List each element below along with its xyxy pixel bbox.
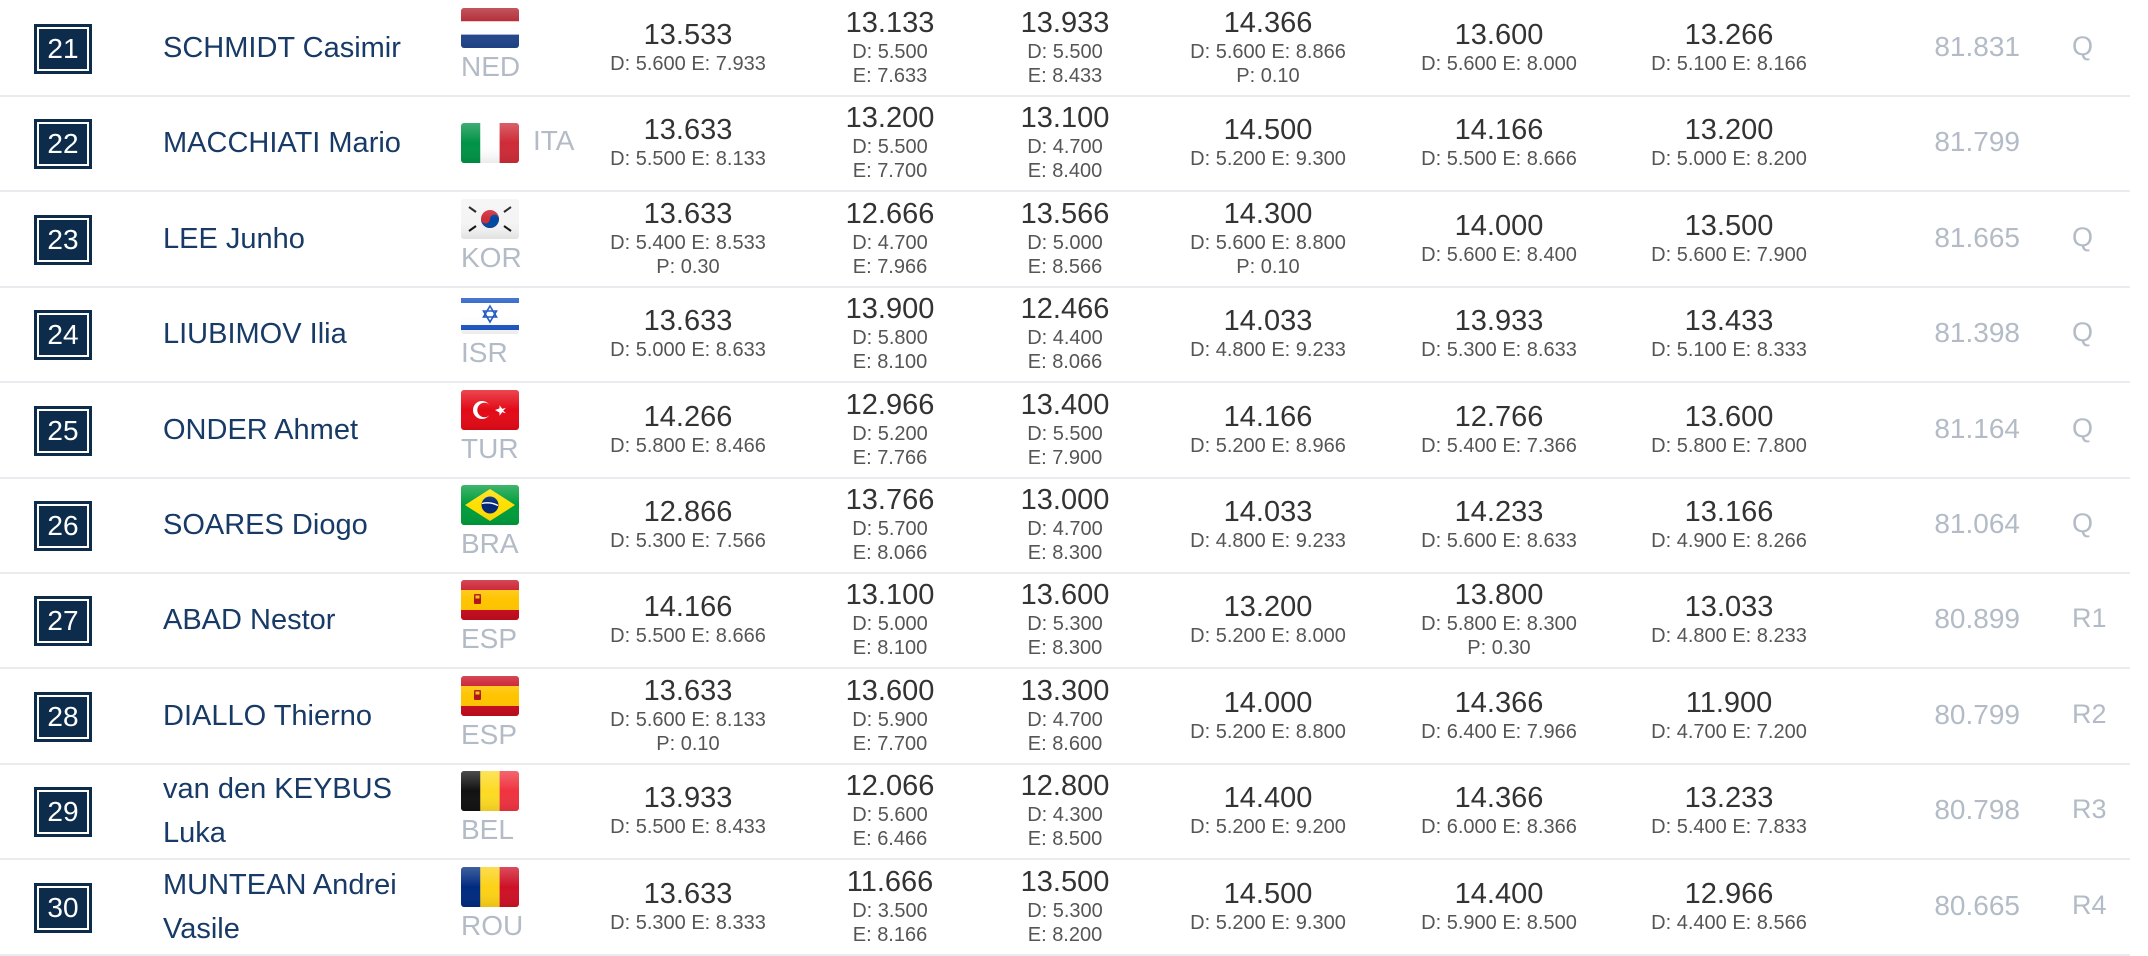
score-value: 13.000	[1020, 484, 1110, 516]
score-breakdown: D: 5.300	[1027, 613, 1103, 635]
score-breakdown: D: 4.700	[1027, 518, 1103, 540]
score-breakdown: D: 5.300 E: 7.566	[610, 530, 766, 552]
score-breakdown: D: 6.400 E: 7.966	[1421, 721, 1577, 743]
athlete-name[interactable]	[163, 863, 433, 951]
score-breakdown: D: 5.300 E: 8.333	[610, 912, 766, 934]
athlete-name-line: van den KEYBUS	[163, 773, 392, 805]
athlete-name-line: LIUBIMOV Ilia	[163, 318, 347, 350]
flag-icon-kor	[461, 199, 519, 239]
athlete-name[interactable]	[163, 408, 433, 452]
score-value: 13.166	[1684, 496, 1774, 528]
rank-badge: 22	[34, 119, 92, 169]
score-breakdown: E: 8.600	[1027, 733, 1103, 755]
score-breakdown: D: 4.900 E: 8.266	[1651, 530, 1807, 552]
qualification-mark: R2	[2072, 699, 2107, 729]
score-value: 13.500	[1684, 210, 1774, 242]
country-code: NED	[461, 51, 521, 82]
score-breakdown: D: 3.500	[852, 900, 928, 922]
score-breakdown: P: 0.30	[1467, 637, 1531, 659]
apparatus-score	[1369, 687, 1629, 744]
score-value: 13.600	[845, 675, 935, 707]
score-value: 12.666	[845, 198, 935, 230]
score-value: 12.866	[643, 496, 733, 528]
score-breakdown: D: 4.800 E: 8.233	[1651, 625, 1807, 647]
score-value: 13.400	[1020, 389, 1110, 421]
athlete-name[interactable]	[163, 694, 433, 738]
score-value: 14.366	[1223, 7, 1313, 39]
score-value: 13.933	[1454, 305, 1544, 337]
rank-badge: 28	[34, 692, 92, 742]
rank-badge: 27	[34, 596, 92, 646]
score-value: 12.966	[1684, 878, 1774, 910]
score-breakdown: E: 8.066	[1027, 351, 1103, 373]
score-value: 13.633	[643, 114, 733, 146]
rank-badge: 23	[34, 215, 92, 265]
score-breakdown: E: 8.100	[852, 351, 928, 373]
score-breakdown: D: 4.400	[1027, 327, 1103, 349]
apparatus-score	[1599, 305, 1859, 362]
apparatus-score	[1138, 7, 1398, 88]
table-row[interactable]	[0, 859, 2130, 956]
score-value: 13.433	[1684, 305, 1774, 337]
score-value: 14.400	[1223, 782, 1313, 814]
score-breakdown: D: 5.300 E: 8.633	[1421, 339, 1577, 361]
score-breakdown: D: 5.000 E: 8.633	[610, 339, 766, 361]
score-value: 13.900	[845, 293, 935, 325]
score-breakdown: E: 8.066	[852, 542, 928, 564]
flag-icon-ned	[461, 8, 519, 48]
country-code: BEL	[461, 814, 514, 845]
score-breakdown: E: 8.100	[852, 637, 928, 659]
score-breakdown: D: 5.500	[852, 136, 928, 158]
score-value: 13.600	[1020, 579, 1110, 611]
flag-icon-isr	[461, 294, 519, 334]
score-breakdown: D: 5.500 E: 8.433	[610, 816, 766, 838]
score-breakdown: E: 8.300	[1027, 637, 1103, 659]
athlete-name-line: MACCHIATI Mario	[163, 127, 401, 159]
score-breakdown: D: 5.600 E: 7.900	[1651, 244, 1807, 266]
country-code: ESP	[461, 623, 518, 654]
score-value: 13.266	[1684, 19, 1774, 51]
apparatus-score	[1369, 496, 1629, 553]
score-breakdown: D: 5.200 E: 8.966	[1190, 435, 1346, 457]
score-breakdown: E: 7.966	[852, 256, 928, 278]
score-breakdown: E: 8.566	[1027, 256, 1103, 278]
table-row[interactable]	[0, 763, 2130, 860]
apparatus-score	[1138, 591, 1398, 648]
total-score: 80.798	[1934, 794, 2020, 825]
athlete-name-line: DIALLO Thierno	[163, 700, 373, 732]
score-breakdown: D: 4.700	[1027, 709, 1103, 731]
score-breakdown: D: 5.800 E: 8.300	[1421, 613, 1577, 635]
score-value: 14.166	[1454, 114, 1544, 146]
score-value: 13.533	[643, 19, 733, 51]
score-breakdown: D: 4.700	[852, 232, 928, 254]
athlete-name[interactable]	[163, 217, 433, 261]
apparatus-score	[1369, 114, 1629, 171]
score-value: 14.233	[1454, 496, 1544, 528]
score-breakdown: P: 0.10	[1236, 256, 1300, 278]
athlete-name-line: SCHMIDT Casimir	[163, 32, 401, 64]
score-breakdown: D: 5.000 E: 8.200	[1651, 148, 1807, 170]
score-breakdown: D: 5.800 E: 8.466	[610, 435, 766, 457]
flag-icon-tur	[461, 390, 519, 430]
score-value: 13.600	[1454, 19, 1544, 51]
score-breakdown: P: 0.10	[656, 733, 720, 755]
country-code: BRA	[461, 528, 519, 559]
score-breakdown: E: 7.633	[852, 65, 928, 87]
table-row[interactable]	[0, 191, 2130, 288]
apparatus-score	[1599, 210, 1859, 267]
apparatus-score	[1599, 878, 1859, 935]
score-value: 13.200	[845, 102, 935, 134]
table-row[interactable]	[0, 95, 2130, 192]
apparatus-score	[1369, 19, 1629, 76]
score-value: 13.933	[643, 782, 733, 814]
rank-badge: 21	[34, 24, 92, 74]
score-breakdown: D: 5.200 E: 8.800	[1190, 721, 1346, 743]
score-breakdown: D: 5.600	[852, 804, 928, 826]
country-code: ESP	[461, 719, 518, 750]
score-breakdown: D: 4.800 E: 9.233	[1190, 530, 1346, 552]
score-value: 11.666	[846, 866, 934, 898]
table-row[interactable]	[0, 572, 2130, 669]
score-breakdown: D: 5.000	[1027, 232, 1103, 254]
table-row[interactable]	[0, 477, 2130, 574]
score-breakdown: D: 4.800 E: 9.233	[1190, 339, 1346, 361]
apparatus-score	[1138, 401, 1398, 458]
score-breakdown: D: 5.500 E: 8.133	[610, 148, 766, 170]
score-breakdown: E: 6.466	[852, 828, 928, 850]
score-breakdown: D: 5.500	[1027, 41, 1103, 63]
score-value: 14.166	[643, 591, 733, 623]
score-breakdown: D: 5.500	[852, 41, 928, 63]
qualification-mark: Q	[2072, 508, 2094, 538]
score-breakdown: E: 8.433	[1027, 65, 1103, 87]
score-value: 14.033	[1223, 496, 1313, 528]
score-value: 14.000	[1454, 210, 1544, 242]
table-row[interactable]	[0, 668, 2130, 765]
score-breakdown: D: 5.800	[852, 327, 928, 349]
athlete-name-line: SOARES Diogo	[163, 509, 368, 541]
score-breakdown: D: 5.400 E: 7.366	[1421, 435, 1577, 457]
score-value: 13.200	[1223, 591, 1313, 623]
score-value: 13.100	[845, 579, 935, 611]
score-value: 14.000	[1223, 687, 1313, 719]
score-value: 14.033	[1223, 305, 1313, 337]
score-value: 14.366	[1454, 782, 1544, 814]
apparatus-score	[1138, 198, 1398, 279]
score-value: 13.633	[643, 305, 733, 337]
total-score: 80.665	[1934, 890, 2020, 921]
score-breakdown: D: 5.400 E: 7.833	[1651, 816, 1807, 838]
score-value: 13.600	[1684, 401, 1774, 433]
athlete-name-line: LEE Junho	[163, 223, 305, 255]
score-breakdown: D: 5.500	[1027, 423, 1103, 445]
score-breakdown: E: 7.700	[852, 160, 928, 182]
score-breakdown: D: 5.600 E: 8.800	[1190, 232, 1346, 254]
score-value: 14.400	[1454, 878, 1544, 910]
score-value: 13.233	[1684, 782, 1774, 814]
score-breakdown: D: 4.700 E: 7.200	[1651, 721, 1807, 743]
total-score: 81.665	[1934, 222, 2020, 253]
flag-icon-ita	[461, 123, 519, 163]
qualification-mark: R1	[2072, 603, 2107, 633]
score-breakdown: D: 5.200	[852, 423, 928, 445]
score-breakdown: D: 5.200 E: 9.200	[1190, 816, 1346, 838]
score-breakdown: E: 7.766	[852, 447, 928, 469]
athlete-name[interactable]	[163, 598, 433, 642]
score-value: 11.900	[1685, 687, 1773, 719]
apparatus-score	[1369, 401, 1629, 458]
score-value: 14.500	[1223, 878, 1313, 910]
athlete-name-line: MUNTEAN Andrei	[163, 869, 397, 901]
apparatus-score	[1138, 782, 1398, 839]
total-score: 81.064	[1934, 508, 2020, 539]
score-breakdown: E: 8.200	[1027, 924, 1103, 946]
score-breakdown: P: 0.30	[656, 256, 720, 278]
score-value: 13.133	[845, 7, 935, 39]
total-score: 81.799	[1934, 126, 2020, 157]
score-value: 12.766	[1454, 401, 1544, 433]
score-breakdown: E: 8.166	[852, 924, 928, 946]
apparatus-score	[1599, 687, 1859, 744]
score-breakdown: D: 4.700	[1027, 136, 1103, 158]
apparatus-score	[1138, 687, 1398, 744]
score-breakdown: E: 8.300	[1027, 542, 1103, 564]
athlete-name[interactable]	[163, 312, 433, 356]
country-code: KOR	[461, 242, 522, 273]
score-breakdown: D: 5.400 E: 8.533	[610, 232, 766, 254]
score-value: 13.100	[1020, 102, 1110, 134]
rank-badge: 24	[34, 310, 92, 360]
score-breakdown: D: 5.100 E: 8.333	[1651, 339, 1807, 361]
score-value: 14.266	[643, 401, 733, 433]
total-score: 80.799	[1934, 699, 2020, 730]
qualification-mark: Q	[2072, 31, 2094, 61]
athlete-name[interactable]	[163, 503, 433, 547]
score-breakdown: D: 5.000	[852, 613, 928, 635]
score-breakdown: E: 8.500	[1027, 828, 1103, 850]
apparatus-score	[1369, 305, 1629, 362]
rank-badge: 26	[34, 501, 92, 551]
apparatus-score	[1138, 878, 1398, 935]
qualification-mark: Q	[2072, 222, 2094, 252]
score-breakdown: E: 7.700	[852, 733, 928, 755]
score-breakdown: P: 0.10	[1236, 65, 1300, 87]
apparatus-score	[1369, 579, 1629, 660]
country-code: ROU	[461, 910, 524, 941]
athlete-name[interactable]	[163, 121, 433, 165]
score-value: 13.200	[1684, 114, 1774, 146]
score-breakdown: D: 5.500 E: 8.666	[610, 625, 766, 647]
score-breakdown: D: 5.600 E: 8.000	[1421, 53, 1577, 75]
score-breakdown: E: 7.900	[1027, 447, 1103, 469]
score-value: 13.633	[643, 198, 733, 230]
athlete-name-line: ABAD Nestor	[163, 604, 336, 636]
score-breakdown: D: 5.700	[852, 518, 928, 540]
score-value: 14.300	[1223, 198, 1313, 230]
score-value: 12.966	[845, 389, 935, 421]
apparatus-score	[1138, 114, 1398, 171]
apparatus-score	[1599, 401, 1859, 458]
apparatus-score	[1369, 878, 1629, 935]
score-breakdown: D: 5.600 E: 7.933	[610, 53, 766, 75]
apparatus-score	[1599, 782, 1859, 839]
apparatus-score	[1599, 496, 1859, 553]
score-value: 13.800	[1454, 579, 1544, 611]
score-breakdown: E: 8.400	[1027, 160, 1103, 182]
rank-badge: 29	[34, 787, 92, 837]
total-score: 81.164	[1934, 413, 2020, 444]
apparatus-score	[1599, 591, 1859, 648]
score-value: 13.933	[1020, 7, 1110, 39]
flag-icon-esp	[461, 676, 519, 716]
table-row[interactable]	[0, 286, 2130, 383]
total-score: 81.831	[1934, 31, 2020, 62]
country-code: ITA	[533, 125, 575, 156]
score-value: 14.166	[1223, 401, 1313, 433]
score-breakdown: D: 5.600 E: 8.633	[1421, 530, 1577, 552]
athlete-name-line: Vasile	[163, 913, 240, 945]
qualification-mark: R4	[2072, 890, 2107, 920]
apparatus-score	[1138, 496, 1398, 553]
score-value: 13.633	[643, 878, 733, 910]
apparatus-score	[1369, 782, 1629, 839]
score-breakdown: D: 5.100 E: 8.166	[1651, 53, 1807, 75]
score-breakdown: D: 5.200 E: 8.000	[1190, 625, 1346, 647]
apparatus-score	[1369, 210, 1629, 267]
score-breakdown: D: 5.600 E: 8.866	[1190, 41, 1346, 63]
score-breakdown: D: 6.000 E: 8.366	[1421, 816, 1577, 838]
total-score: 80.899	[1934, 603, 2020, 634]
score-value: 12.466	[1020, 293, 1110, 325]
score-value: 13.566	[1020, 198, 1110, 230]
score-breakdown: D: 5.600 E: 8.400	[1421, 244, 1577, 266]
score-breakdown: D: 5.500 E: 8.666	[1421, 148, 1577, 170]
table-row[interactable]	[0, 382, 2130, 479]
athlete-name-line: ONDER Ahmet	[163, 414, 358, 446]
flag-icon-rou	[461, 867, 519, 907]
country-code: ISR	[461, 337, 508, 368]
score-value: 13.300	[1020, 675, 1110, 707]
flag-icon-bra	[461, 485, 519, 525]
score-breakdown: D: 4.300	[1027, 804, 1103, 826]
flag-icon-esp	[461, 580, 519, 620]
country-code: TUR	[461, 433, 519, 464]
qualification-mark: Q	[2072, 317, 2094, 347]
score-value: 12.066	[845, 770, 935, 802]
score-breakdown: D: 5.900 E: 8.500	[1421, 912, 1577, 934]
score-breakdown: D: 5.900	[852, 709, 928, 731]
apparatus-score	[1599, 114, 1859, 171]
score-breakdown: D: 5.300	[1027, 900, 1103, 922]
table-row[interactable]	[0, 0, 2130, 97]
rank-badge: 30	[34, 883, 92, 933]
athlete-name[interactable]	[163, 26, 433, 70]
athlete-name[interactable]	[163, 767, 433, 855]
athlete-name-line: Luka	[163, 817, 226, 849]
score-breakdown: D: 5.200 E: 9.300	[1190, 912, 1346, 934]
score-value: 14.500	[1223, 114, 1313, 146]
score-breakdown: D: 4.400 E: 8.566	[1651, 912, 1807, 934]
qualification-mark: R3	[2072, 794, 2107, 824]
score-value: 13.500	[1020, 866, 1110, 898]
score-value: 13.033	[1684, 591, 1774, 623]
total-score: 81.398	[1934, 317, 2020, 348]
score-value: 12.800	[1020, 770, 1110, 802]
score-breakdown: D: 5.800 E: 7.800	[1651, 435, 1807, 457]
score-value: 13.766	[845, 484, 935, 516]
flag-icon-bel	[461, 771, 519, 811]
score-value: 14.366	[1454, 687, 1544, 719]
qualification-mark: Q	[2072, 413, 2094, 443]
rank-badge: 25	[34, 406, 92, 456]
apparatus-score	[1138, 305, 1398, 362]
score-breakdown: D: 5.200 E: 9.300	[1190, 148, 1346, 170]
score-breakdown: D: 5.600 E: 8.133	[610, 709, 766, 731]
apparatus-score	[1599, 19, 1859, 76]
score-value: 13.633	[643, 675, 733, 707]
